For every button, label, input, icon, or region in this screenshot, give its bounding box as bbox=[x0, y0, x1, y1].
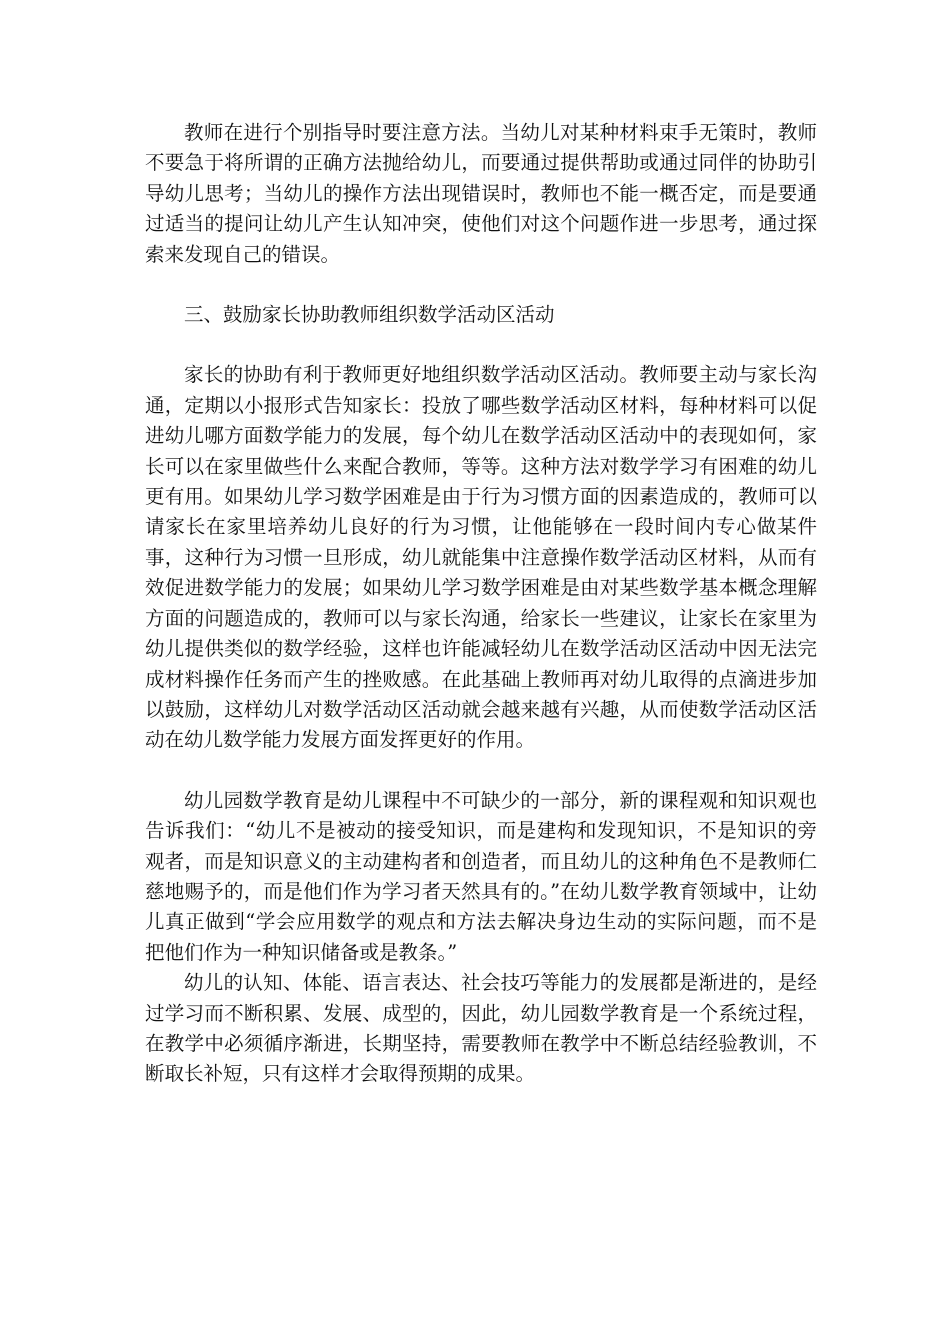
paragraph-conclusion: 幼儿的认知、体能、语言表达、社会技巧等能力的发展都是渐进的，是经过学习而不断积累、发展、成型的，因此，幼儿园数学教育是一个系统过程，在教学中必须循序渐进，长期坚持，需要教师在教学中不断总结经验教训，不断取长补短，只有这样才会取得预期的成果。 bbox=[145, 971, 817, 1086]
paragraph-gap bbox=[145, 270, 817, 300]
paragraph-individual-guidance: 教师在进行个别指导时要注意方法。当幼儿对某种材料束手无策时，教师不要急于将所谓的正确方法抛给幼儿，而要通过提供帮助或通过同伴的协助引导幼儿思考；当幼儿的操作方法出现错误时，教师也不能一概否定，而是要通过适当的提问让幼儿产生认知冲突，使他们对这个问题作进一步思考，通过探索来发现自己的错误。 bbox=[145, 121, 817, 266]
paragraph-math-education: 幼儿园数学教育是幼儿课程中不可缺少的一部分，新的课程观和知识观也告诉我们：“幼儿不是被动的接受知识，而是建构和发现知识，不是知识的旁观者，而是知识意义的主动建构者和创造者，而且幼儿的这种角色不是教师仁慈地赐予的，而是他们作为学习者天然具有的。”在幼儿数学教育领域中，让幼儿真正做到“学会应用数学的观点和方法去解决身边生动的实际问题，而不是把他们作为一种知识储备或是教条。” bbox=[145, 788, 817, 964]
paragraph-gap bbox=[145, 330, 817, 360]
paragraph-gap bbox=[145, 756, 817, 786]
document-page bbox=[145, 118, 817, 1090]
paragraph-parent-cooperation: 家长的协助有利于教师更好地组织数学活动区活动。教师要主动与家长沟通，定期以小报形式告知家长：投放了哪些数学活动区材料，每种材料可以促进幼儿哪方面数学能力的发展，每个幼儿在数学活动区活动中的表现如何，家长可以在家里做些什么来配合教师，等等。这种方法对数学学习有困难的幼儿更有用。如果幼儿学习数学困难是由于行为习惯方面的因素造成的，教师可以请家长在家里培养幼儿良好的行为习惯，让他能够在一段时间内专心做某件事，这种行为习惯一旦形成，幼儿就能集中注意操作数学活动区材料，从而有效促进数学能力的发展；如果幼儿学习数学困难是由对某些数学基本概念理解方面的问题造成的，教师可以与家长沟通，给家长一些建议，让家长在家里为幼儿提供类似的数学经验，这样也许能减轻幼儿在数学活动区活动中因无法完成材料操作任务而产生的挫败感。在此基础上教师再对幼儿取得的点滴进步加以鼓励，这样幼儿对数学活动区活动就会越来越有兴趣，从而使数学活动区活动在幼儿数学能力发展方面发挥更好的作用。 bbox=[145, 363, 817, 752]
section-heading: 三、鼓励家长协助教师组织数学活动区活动 bbox=[184, 303, 555, 327]
